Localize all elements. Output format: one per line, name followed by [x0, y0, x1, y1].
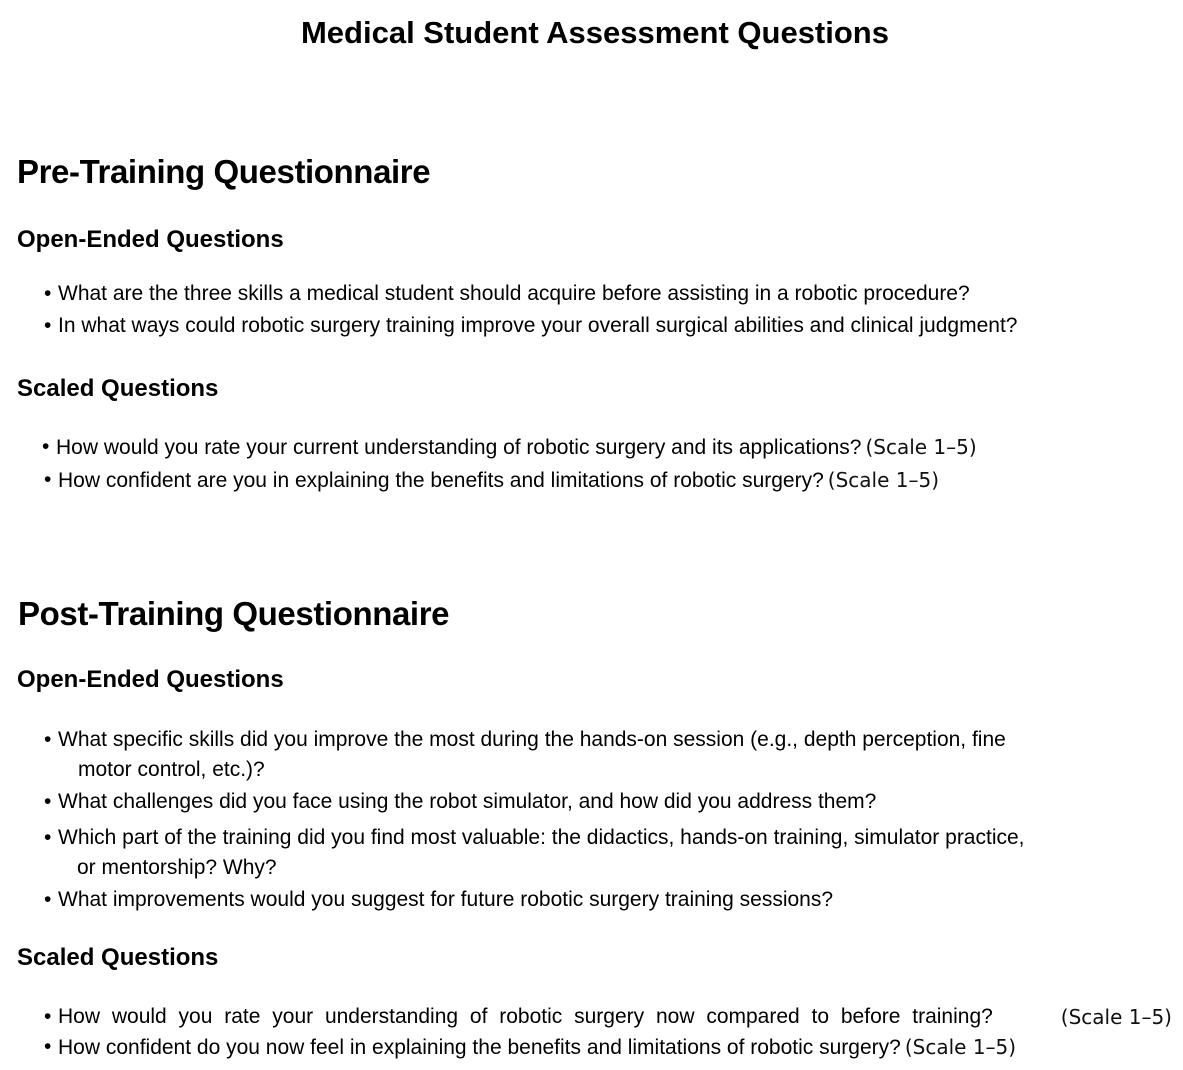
question-text-continued: or mentorship? Why?: [77, 856, 277, 879]
list-item: [44, 1032, 1174, 1063]
list-item: [44, 311, 1174, 341]
scale-label: (Scale 1–5): [1060, 1005, 1172, 1029]
question-text: In what ways could robotic surgery training improve your overall surgical abilities and clinical judgment?: [58, 314, 1018, 337]
question-text: What improvements would you suggest for future robotic surgery training sessions?: [58, 888, 834, 911]
pre-open-ended-list: [44, 279, 1174, 341]
question-text: How confident do you now feel in explaining the benefits and limitations of robotic surgery?: [58, 1036, 901, 1059]
pre-scaled-list: [42, 432, 1172, 496]
justified-line: [58, 1002, 1172, 1032]
list-item: [44, 725, 1174, 785]
list-item: [44, 279, 1174, 309]
question-text: Which part of the training did you find most valuable: the didactics, hands-on training, simulator practice,: [58, 826, 1025, 849]
question-text: • How would you rate your understanding of robotic surgery now compared to before training?: [58, 1005, 993, 1028]
scale-label: (Scale 1–5): [865, 435, 977, 459]
list-item: [42, 432, 1172, 463]
post-scaled-list: [44, 1002, 1174, 1063]
list-item: [44, 787, 1174, 817]
post-training-heading: Post-Training Questionnaire: [18, 595, 450, 632]
scale-label: (Scale 1–5): [904, 1035, 1017, 1059]
pre-open-ended-heading: Open-Ended Questions: [17, 226, 284, 253]
question-text-continued: motor control, etc.)?: [78, 758, 265, 781]
list-item: [44, 465, 1174, 496]
document-title: Medical Student Assessment Questions: [300, 15, 889, 50]
post-open-ended-heading: Open-Ended Questions: [17, 666, 284, 693]
list-item: [44, 1002, 1174, 1032]
question-text: What challenges did you face using the robot simulator, and how did you address them?: [58, 790, 877, 813]
question-text: What specific skills did you improve the most during the hands-on session (e.g., depth perception, fine: [58, 728, 1006, 751]
list-item: [44, 885, 1174, 915]
question-text: How confident are you in explaining the benefits and limitations of robotic surgery?: [58, 469, 824, 492]
scale-label: (Scale 1–5): [827, 468, 940, 492]
question-text: What are the three skills a medical student should acquire before assisting in a robotic procedure?: [58, 282, 970, 305]
pre-training-heading: Pre-Training Questionnaire: [17, 153, 431, 190]
list-item: [44, 823, 1174, 883]
post-open-ended-list: [44, 725, 1174, 915]
post-scaled-heading: Scaled Questions: [17, 944, 219, 971]
pre-scaled-heading: Scaled Questions: [17, 375, 219, 402]
question-text: How would you rate your current understanding of robotic surgery and its applications?: [56, 436, 862, 459]
